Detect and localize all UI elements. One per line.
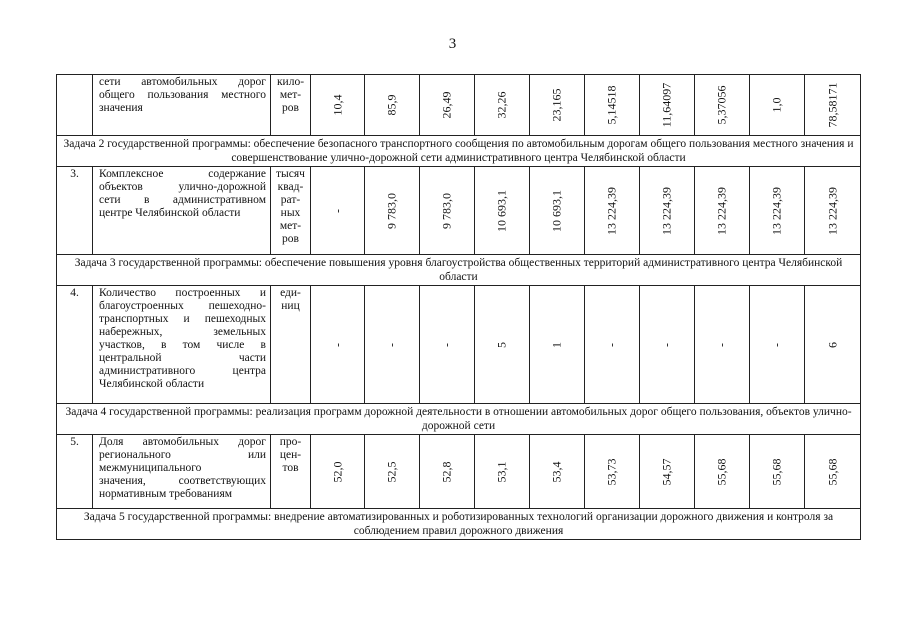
year-value-cell: [311, 286, 365, 404]
indicator-name: [93, 75, 271, 136]
year-value: 13 224,39: [659, 186, 674, 235]
unit-line: ров: [282, 233, 299, 245]
task-heading: Задача 2 государственной программы: обеспечение безопасного транспортного сообщения по автомобильным дорогам общего пользования местного значения и совершенствование улично-дорожной сети административного центра Челябинской области: [57, 136, 861, 167]
year-value: 52,8: [439, 461, 454, 482]
year-value: -: [714, 342, 729, 347]
indicator-name-line: набережных, земельных: [99, 326, 266, 338]
unit-of-measure: [271, 286, 311, 404]
unit-of-measure: [271, 435, 311, 509]
task-row: [57, 404, 861, 435]
table-row: [57, 75, 861, 136]
indicator-name-line: центре Челябинской области: [99, 207, 241, 219]
indicator-name-line: значения: [99, 102, 143, 114]
indicator-name-line: Челябинской области: [99, 378, 205, 390]
page-number: 3: [448, 36, 457, 52]
year-value-cell: [640, 286, 695, 404]
year-value-cell: [805, 167, 861, 255]
year-value: -: [439, 342, 454, 347]
year-value-cell: [805, 435, 861, 509]
task-row: [57, 136, 861, 167]
year-value: 1,0: [769, 97, 784, 113]
year-value: 26,49: [439, 91, 454, 119]
unit-line: цен-: [279, 449, 302, 461]
year-value-cell: [805, 286, 861, 404]
indicator-name-line: Комплексное содержание: [99, 168, 266, 180]
unit-line: мет-: [279, 89, 302, 101]
task-heading: Задача 3 государственной программы: обеспечение повышения уровня благоустройства общественных территорий административного центра Челябинской области: [57, 255, 861, 286]
indicator-name-line: Доля автомобильных дорог: [99, 436, 266, 448]
year-value: 52,5: [384, 461, 399, 482]
indicators-table: [56, 74, 861, 540]
task-heading: Задача 5 государственной программы: внедрение автоматизированных и роботизированных технологий организации дорожного движения и контроля за соблюдением правил дорожного движения: [57, 509, 861, 540]
year-value-cell: [750, 167, 805, 255]
unit-line: ров: [282, 102, 299, 114]
year-value: 6: [825, 341, 839, 348]
year-value: -: [769, 342, 784, 347]
indicator-name-line: административного центра: [99, 365, 266, 377]
year-value-cell: [475, 286, 530, 404]
year-value-cell: [750, 286, 805, 404]
year-value-cell: [640, 435, 695, 509]
indicator-name-line: сети автомобильных дорог: [99, 76, 266, 88]
year-value-cell: [311, 75, 365, 136]
year-value-cell: [475, 435, 530, 509]
row-number: 4.: [57, 286, 93, 404]
year-value: 53,73: [604, 458, 619, 485]
year-value: 13 224,39: [604, 186, 619, 235]
year-value-cell: [530, 75, 585, 136]
year-value: 11,64097: [659, 82, 674, 128]
year-value-cell: [475, 167, 530, 255]
unit-line: тысяч: [276, 168, 305, 180]
year-value-cell: [805, 75, 861, 136]
unit-line: ниц: [281, 300, 300, 312]
year-value: 23,165: [549, 88, 564, 122]
row-number: 3.: [57, 167, 93, 255]
year-value-cell: [585, 75, 640, 136]
row-number: 5.: [57, 435, 93, 509]
year-value-cell: [750, 75, 805, 136]
row-number: [57, 75, 93, 136]
indicator-name-line: Количество построенных и: [99, 287, 266, 299]
indicator-name-line: благоустроенных пешеходно-: [99, 300, 266, 312]
year-value: 13 224,39: [825, 186, 839, 235]
year-value-cell: [311, 435, 365, 509]
year-value: 10,4: [330, 94, 344, 116]
year-value: 10 693,1: [494, 189, 509, 232]
unit-of-measure: [271, 167, 311, 255]
task-row: [57, 509, 861, 540]
indicator-name-line: сети в административном: [99, 194, 266, 206]
unit-of-measure: [271, 75, 311, 136]
year-value: 5: [494, 341, 509, 348]
indicator-name-line: общего пользования местного: [99, 89, 266, 101]
year-value-cell: [530, 286, 585, 404]
year-value: 55,68: [769, 458, 784, 485]
table-row: [57, 286, 861, 404]
table-row: [57, 435, 861, 509]
year-value: -: [330, 342, 344, 347]
year-value-cell: [420, 435, 475, 509]
year-value: 13 224,39: [714, 186, 729, 235]
year-value: 5,14518: [604, 85, 619, 125]
year-value-cell: [365, 75, 420, 136]
year-value: 53,4: [549, 461, 564, 482]
year-value-cell: [695, 167, 750, 255]
year-value-cell: [750, 435, 805, 509]
year-value: 52,0: [330, 461, 344, 482]
year-value: 85,9: [384, 94, 399, 116]
year-value: 54,57: [659, 458, 674, 485]
year-value-cell: [640, 75, 695, 136]
unit-line: про-: [279, 436, 302, 448]
unit-line: квад-: [277, 181, 304, 193]
year-value: 78,58171: [825, 82, 839, 128]
year-value: 55,68: [825, 458, 839, 485]
year-value: -: [330, 208, 344, 213]
year-value-cell: [365, 435, 420, 509]
indicator-name-line: участков, в том числе в: [99, 339, 266, 351]
year-value-cell: [365, 286, 420, 404]
indicator-name: [93, 435, 271, 509]
year-value-cell: [695, 75, 750, 136]
year-value-cell: [420, 286, 475, 404]
indicator-name: [93, 286, 271, 404]
task-row: [57, 255, 861, 286]
year-value-cell: [365, 167, 420, 255]
year-value: 55,68: [714, 458, 729, 485]
year-value-cell: [695, 286, 750, 404]
year-value: 13 224,39: [769, 186, 784, 235]
indicator-name-line: нормативным требованиям: [99, 488, 233, 500]
year-value: 10 693,1: [549, 189, 564, 232]
year-value-cell: [420, 167, 475, 255]
unit-line: ных: [280, 207, 301, 219]
indicator-name-line: транспортных и пешеходных: [99, 313, 266, 325]
year-value: -: [659, 342, 674, 347]
year-value-cell: [530, 435, 585, 509]
year-value-cell: [695, 435, 750, 509]
year-value: 1: [549, 341, 564, 348]
unit-line: тов: [282, 462, 299, 474]
indicator-name-line: объектов улично-дорожной: [99, 181, 266, 193]
year-value-cell: [585, 435, 640, 509]
year-value-cell: [475, 75, 530, 136]
year-value: 53,1: [494, 461, 509, 482]
year-value: -: [384, 342, 399, 347]
year-value: 5,37056: [714, 85, 729, 125]
year-value: 32,26: [494, 91, 509, 119]
year-value: 9 783,0: [384, 192, 399, 229]
unit-line: еди-: [280, 287, 301, 299]
unit-line: рат-: [280, 194, 301, 206]
year-value: 9 783,0: [439, 192, 454, 229]
table-row: [57, 167, 861, 255]
indicator-name-line: значения, соответствующих: [99, 475, 266, 487]
year-value-cell: [530, 167, 585, 255]
indicator-name-line: регионального или: [99, 449, 266, 461]
indicator-name-line: центральной части: [99, 352, 266, 364]
indicator-name-line: межмуниципального: [99, 462, 202, 474]
year-value-cell: [640, 167, 695, 255]
year-value: -: [604, 342, 619, 347]
task-heading: Задача 4 государственной программы: реализация программ дорожной деятельности в отношении автомобильных дорог общего пользования, объектов улично-дорожной сети: [57, 404, 861, 435]
indicator-name: [93, 167, 271, 255]
year-value-cell: [585, 286, 640, 404]
year-value-cell: [420, 75, 475, 136]
year-value-cell: [311, 167, 365, 255]
year-value-cell: [585, 167, 640, 255]
unit-line: кило-: [276, 76, 305, 88]
unit-line: мет-: [279, 220, 302, 232]
